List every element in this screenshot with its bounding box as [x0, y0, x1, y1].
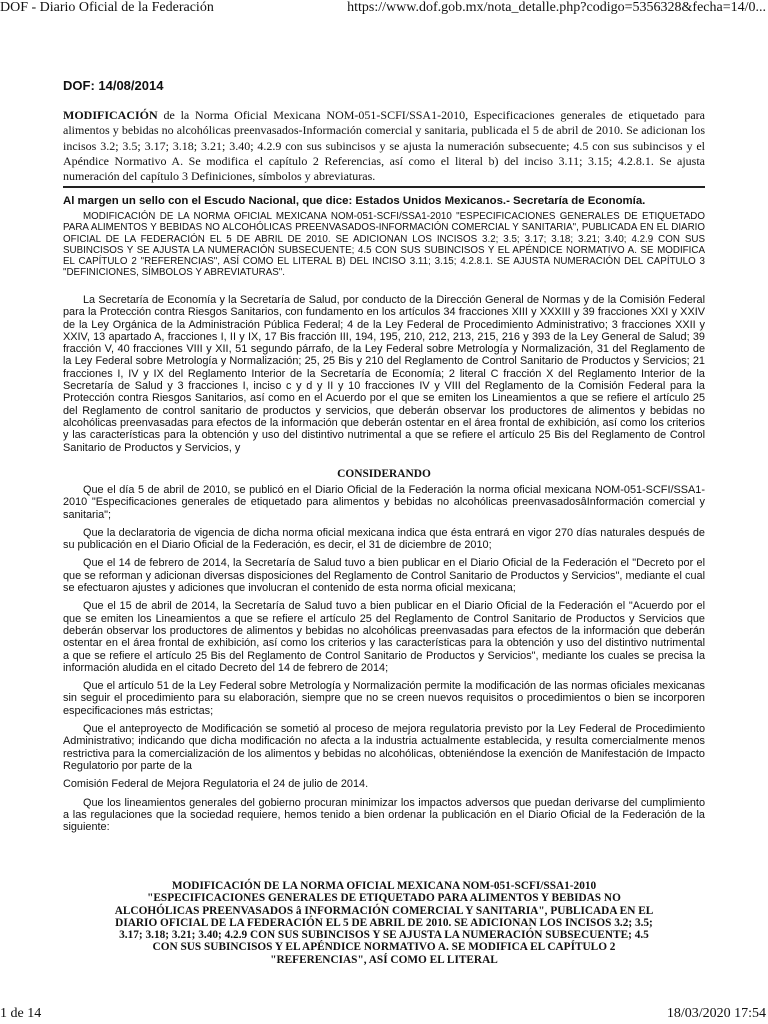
print-footer — [0, 1004, 768, 1024]
considerando-7: Que los lineamientos generales del gobierno procuran minimizar los impactos adversos que puedan derivarse del cumplimiento a las regulaciones que la sociedad requiere, hemos tenido a bien ordenar la publicación en el Diario Oficial de la Federación de la siguiente: — [63, 796, 705, 834]
dof-date: DOF: 14/08/2014 — [63, 78, 164, 93]
considerando-2: Que la declaratoria de vigencia de dicha norma oficial mexicana indica que ésta entrará en vigor 270 días naturales después de su publicación en el Diario Oficial de la Federación, es decir, el 31 de diciembre de 2010; — [63, 526, 705, 552]
considerando-4: Que el 15 de abril de 2014, la Secretaría de Salud tuvo a bien publicar en el Diario Oficial de la Federación el "Acuerdo por el que se emiten los Lineamientos a que se refiere el artículo 25 del Reglamento de Control Sanitario de Productos y Servicios que deberán observar los productores de alimentos y bebidas no alcohólicas preenvasadas para efectos de la información que deberán ostentar en el área frontal de exhibición, así como los criterios y las características para la obtención y uso del distintivo nutrimental a que se refiere el artículo 25 Bis del Reglamento de Control Sanitario de Productos y Servicios", mediante los cuales se precisa la información aludida en el citado Decreto del 14 de febrero de 2014; — [63, 600, 705, 674]
document-body — [63, 294, 705, 833]
considerando-1: Que el día 5 de abril de 2010, se publicó en el Diario Oficial de la Federación la norma oficial mexicana NOM-051-SCFI/SSA1-2010 "Especificaciones generales de etiquetado para alimentos y bebidas no alcohólicas preenvasadosâInformación comercial y sanitaria"; — [63, 484, 705, 521]
print-timestamp: 18/03/2020 17:54 — [666, 1006, 766, 1021]
considerando-6: Que el anteproyecto de Modificación se sometió al proceso de mejora regulatoria previsto por la Ley Federal de Procedimiento Administrativo; indicando que dicha modificación no afecta a la industria actualmente establecida, y resulta comercialmente menos restrictiva para la comercialización de los alimentos y bebidas no alcohólicas, obteniéndose la exención de Manifestación de Impacto Regulatorio por parte de la — [63, 723, 705, 772]
page-number: 1 de 14 — [0, 1006, 42, 1021]
page-title: DOF - Diario Oficial de la Federación — [0, 0, 214, 15]
page-url[interactable]: https://www.dof.gob.mx/nota_detalle.php?codigo=5356328&fecha=14/0... — [347, 0, 766, 15]
caps-paragraph: MODIFICACIÓN DE LA NORMA OFICIAL MEXICANA NOM-051-SCFI/SSA1-2010 "ESPECIFICACIONES GENERALES DE ETIQUETADO PARA ALIMENTOS Y BEBIDAS NO ALCOHÓLICAS PREENVASADOS-INFORMACIÓN COMERCIAL Y SANITARIA", PUBLICADA EN EL DIARIO OFICIAL DE LA FEDERACIÓN EL 5 DE ABRIL DE 2010. SE ADICIONAN LOS INCISOS 3.2; 3.5; 3.17; 3.18; 3.21; 3.40; 4.2.9 CON SUS SUBINCISOS Y SE AJUSTA LA NUMERACIÓN SUBSECUENTE; 4.5 CON SUS SUBINCISOS Y EL APÉNDICE NORMATIVO A. SE MODIFICA EL CAPÍTULO 2 "REFERENCIAS", ASÍ COMO EL LITERAL B) DEL INCISO 3.11; 3.15; 4.2.8.1. SE AJUSTA NUMERACIÓN DEL CAPÍTULO 3 "DEFINICIONES, SÍMBOLOS Y ABREVIATURAS". — [63, 211, 705, 279]
considerando-5: Que el artículo 51 de la Ley Federal sobre Metrología y Normalización permite la modificación de las normas oficiales mexicanas sin seguir el procedimiento para su elaboración, siempre que no se creen nuevos requisitos o procedimientos o bien se incorporen especificaciones más estrictas; — [63, 680, 705, 717]
modification-title: MODIFICACIÓN DE LA NORMA OFICIAL MEXICANA NOM-051-SCFI/SSA1-2010 "ESPECIFICACIONES GENERALES DE ETIQUETADO PARA ALIMENTOS Y BEBIDAS NO ALCOHÓLICAS PREENVASADOS â INFORMACIÓN COMERCIAL Y SANITARIA", PUBLICADA EN EL DIARIO OFICIAL DE LA FEDERACIÓN EL 5 DE ABRIL DE 2010. SE ADICIONAN LOS INCISOS 3.2; 3.5; 3.17; 3.18; 3.21; 3.40; 4.2.9 CON SUS SUBINCISOS Y SE AJUSTA LA NUMERACIÓN SUBSECUENTE; 4.5 CON SUS SUBINCISOS Y EL APÉNDICE NORMATIVO A. SE MODIFICA EL CAPÍTULO 2 "REFERENCIAS", ASÍ COMO EL LITERAL — [114, 880, 654, 966]
print-header — [0, 0, 768, 20]
summary-text: de la Norma Oficial Mexicana NOM-051-SCFI/SSA1-2010, Especificaciones generales de etiquetado para alimentos y bebidas no alcohólicas preenvasados-Información comercial y sanitaria, publicada el 5 de abril de 2010. Se adicionan los incisos 3.2; 3.5; 3.17; 3.18; 3.21; 3.40; 4.2.9 con sus subincisos y se ajusta la numeración subsecuente; 4.5 con sus subincisos y el Apéndice Normativo A. Se modifica el capítulo 2 Referencias, así como el literal b) del inciso 3.11; 3.15; 4.2.8.1. Se ajusta numeración del capítulo 3 Definiciones, símbolos y abreviaturas. — [63, 108, 705, 184]
considerando-3: Que el 14 de febrero de 2014, la Secretaría de Salud tuvo a bien publicar en el Diario Oficial de la Federación el "Decreto por el que se reforman y adicionan diversas disposiciones del Reglamento de Control Sanitario de Productos y Servicios", mediante el cual se efectuaron ajustes y adiciones que involucran el contenido de esta norma oficial mexicana; — [63, 557, 705, 595]
considerando-6b: Comisión Federal de Mejora Regulatoria el 24 de julio de 2014. — [63, 778, 369, 791]
summary-paragraph — [63, 108, 705, 184]
divider — [63, 186, 705, 188]
sello-line: Al margen un sello con el Escudo Nacional, que dice: Estados Unidos Mexicanos.- Secretaría de Economía. — [63, 195, 646, 207]
summary-bold: MODIFICACIÓN — [63, 108, 158, 122]
considerando-heading: CONSIDERANDO — [337, 468, 431, 480]
paragraph-secretaria: La Secretaría de Economía y la Secretaría de Salud, por conducto de la Dirección General de Normas y de la Comisión Federal para la Protección contra Riesgos Sanitarios, con fundamento en los artículos 34 fracciones XIII y XXXIII y 39 fracciones XXI y XXIV de la Ley Orgánica de la Administración Pública Federal; 4 de la Ley Federal de Procedimiento Administrativo; 3 fracciones XXII y XXIV, 13 apartado A, fracciones I, II y IX, 17 Bis fracción III, 194, 195, 210, 212, 213, 215, 216 y 393 de la Ley General de Salud; 39 fracción V, 40 fracciones VIII y XII, 51 segundo párrafo, de la Ley Federal sobre Metrología y Normalización, 31 del Reglamento de la Ley Federal sobre Metrología y Normalización; 25, 25 Bis y 210 del Reglamento de Control Sanitario de Productos y Servicios; 21 fracciones I, IV y IX del Reglamento Interior de la Secretaría de Economía; 2 literal C fracción X del Reglamento Interior de la Secretaría de Salud y 3 fracciones I, inciso c y d y II y 10 fracciones IV y VIII del Reglamento de la Comisión Federal para la Protección contra Riesgos Sanitarios, así como en el Acuerdo por el que se emiten los Lineamientos a que se refiere el artículo 25 del Reglamento de control sanitario de productos y servicios, que deberán observar los productores de alimentos y bebidas no alcohólicas preenvasadas para efectos de la información que deberán ostentar en el área frontal de exhibición, así como los criterios y las características para la obtención y uso del distintivo nutrimental a que se refiere el artículo 25 Bis del Reglamento de Control Sanitario de Productos y Servicios, y — [63, 294, 705, 454]
